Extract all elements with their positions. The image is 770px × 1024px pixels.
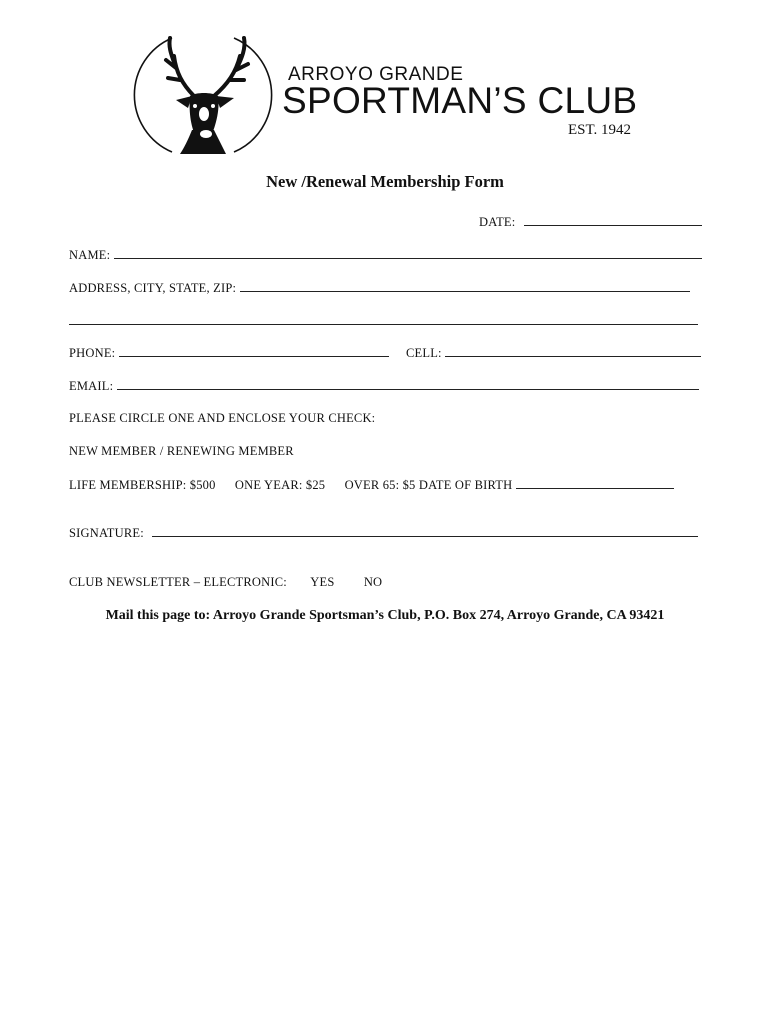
signature-field[interactable]: [152, 525, 698, 537]
email-field[interactable]: [117, 378, 699, 390]
newsletter-no-option[interactable]: NO: [363, 575, 383, 589]
circle-instruction: PLEASE CIRCLE ONE AND ENCLOSE YOUR CHECK:: [69, 411, 376, 425]
signature-row: [69, 525, 698, 541]
logo-name-line1: ARROYO GRANDE: [288, 64, 464, 85]
date-field[interactable]: [524, 214, 702, 226]
phone-row: [69, 345, 701, 361]
newsletter-yes-option[interactable]: YES: [310, 575, 335, 589]
newsletter-row: [69, 575, 382, 590]
logo-name-line2: SPORTMAN’S CLUB: [282, 80, 638, 121]
address-row: [69, 280, 690, 296]
member-options[interactable]: NEW MEMBER / RENEWING MEMBER: [69, 444, 294, 458]
form-title: New /Renewal Membership Form: [266, 172, 504, 191]
name-label: NAME:: [69, 248, 111, 262]
deer-emblem-icon: [132, 34, 282, 156]
membership-rates-row: [69, 477, 674, 493]
cell-field[interactable]: [445, 345, 701, 357]
date-label: DATE:: [479, 215, 516, 229]
life-membership-option[interactable]: LIFE MEMBERSHIP: $500: [69, 478, 216, 492]
cell-label: CELL:: [406, 346, 442, 360]
date-of-birth-field[interactable]: [516, 477, 674, 489]
over-65-option[interactable]: OVER 65: $5 DATE OF BIRTH: [344, 478, 513, 492]
date-row: [479, 214, 702, 230]
address-label: ADDRESS, CITY, STATE, ZIP:: [69, 281, 237, 295]
phone-label: PHONE:: [69, 346, 116, 360]
name-field[interactable]: [114, 247, 702, 259]
one-year-option[interactable]: ONE YEAR: $25: [234, 478, 326, 492]
address-line2-field[interactable]: [69, 313, 698, 325]
address-line2-row: [69, 313, 698, 329]
club-logo: [132, 34, 652, 156]
name-row: [69, 247, 702, 263]
phone-field[interactable]: [119, 345, 389, 357]
address-field[interactable]: [240, 280, 690, 292]
mailing-instructions: Mail this page to: Arroyo Grande Sportsman’s Club, P.O. Box 274, Arroyo Grande, CA 93421: [105, 608, 665, 623]
email-row: [69, 378, 699, 394]
signature-label: SIGNATURE:: [69, 526, 144, 540]
email-label: EMAIL:: [69, 379, 114, 393]
logo-established: EST. 1942: [568, 122, 632, 138]
newsletter-label: CLUB NEWSLETTER – ELECTRONIC:: [69, 575, 287, 589]
